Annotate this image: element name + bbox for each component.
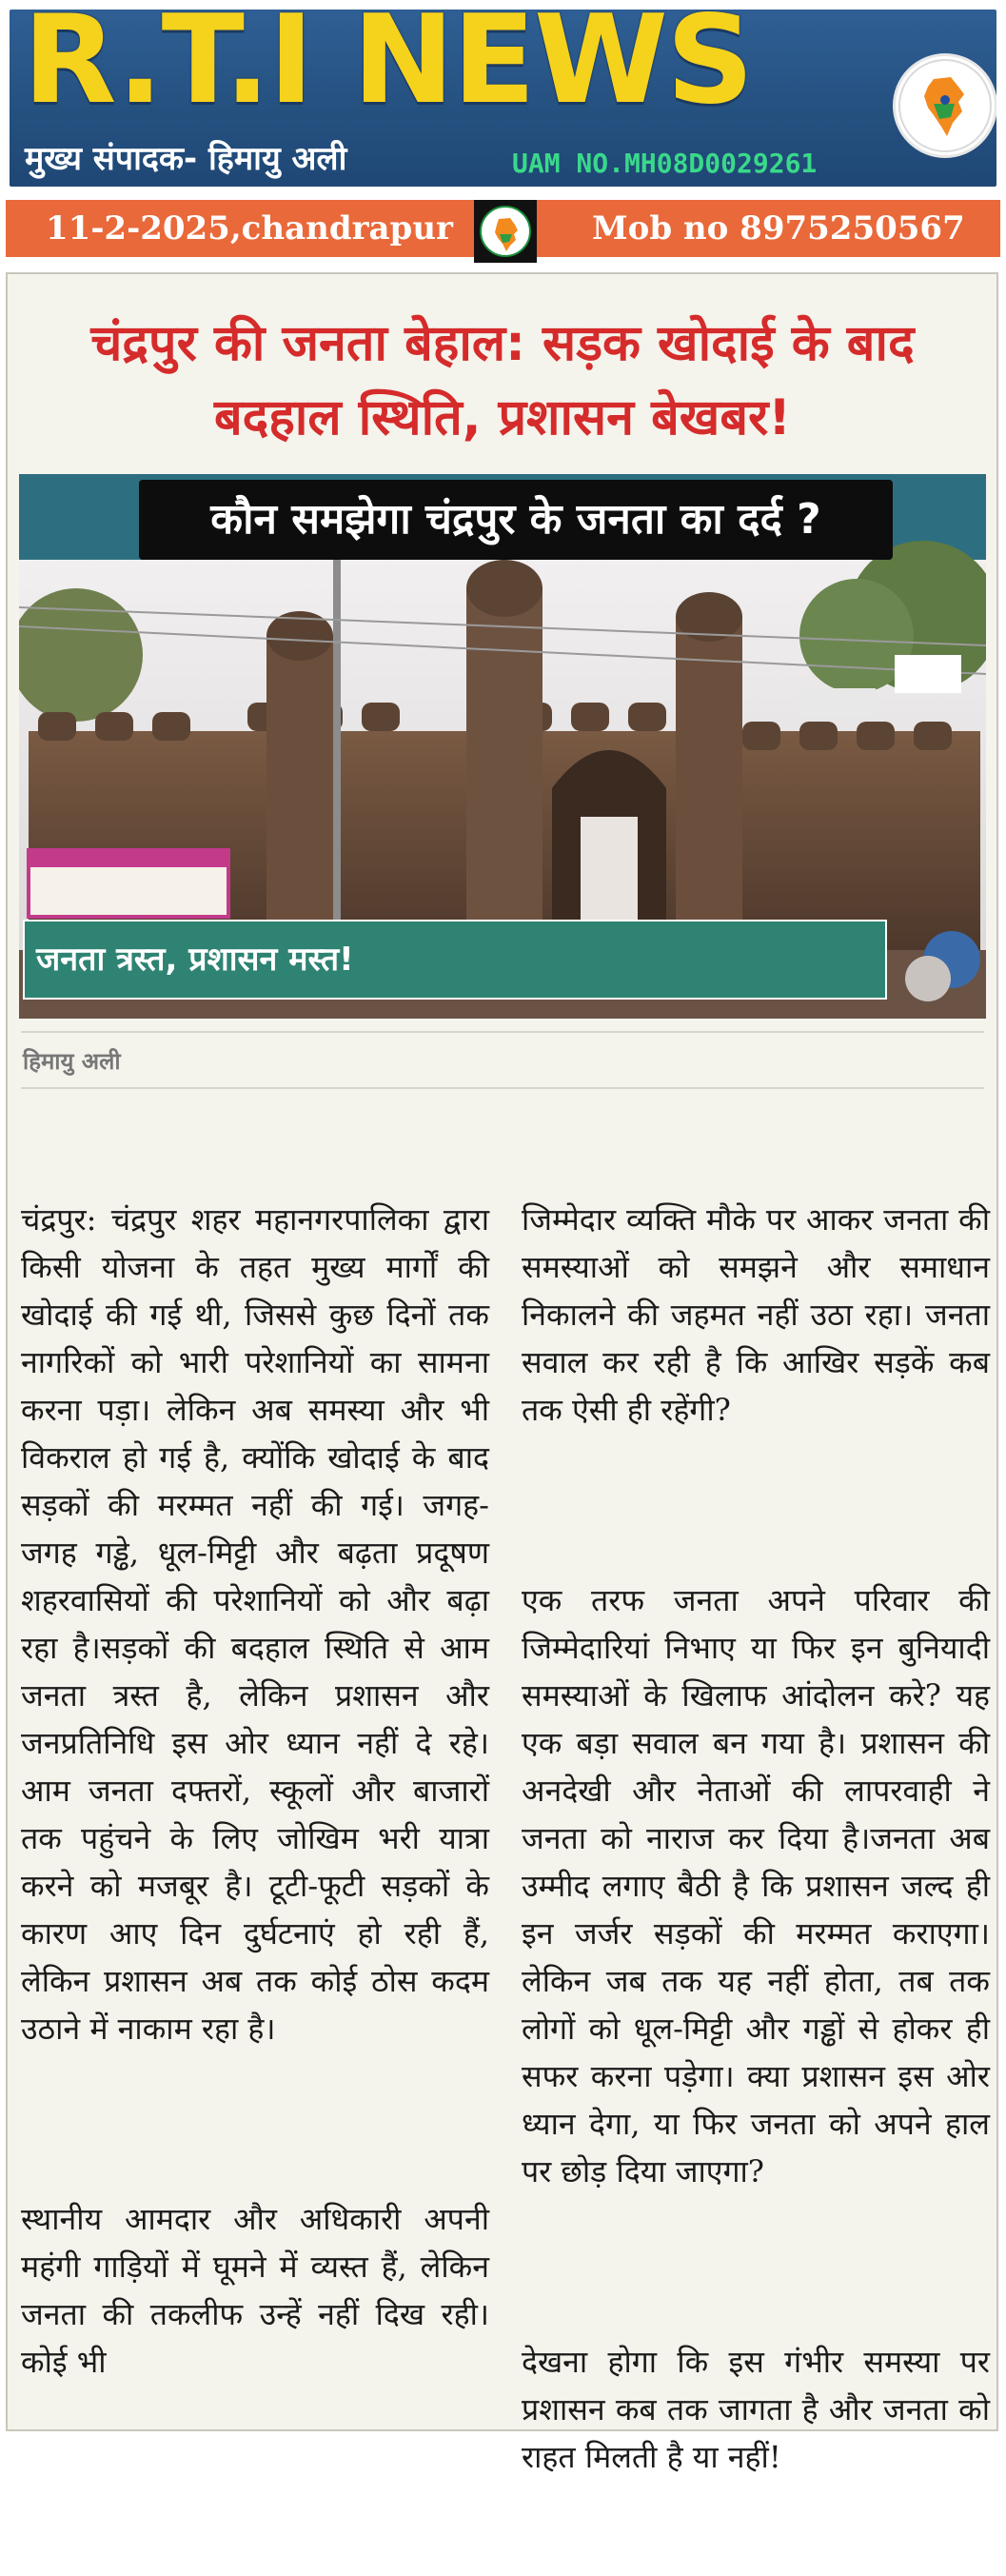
dateline-band — [6, 200, 1000, 257]
article-paragraph: चंद्रपुर: चंद्रपुर शहर महानगरपालिका द्वारा किसी योजना के तहत मुख्य मार्गों की खोदाई की गई थी, जिससे कुछ दिनों तक नागरिकों को भारी परेशानियों का सामना करना पड़ा। लेकिन अब समस्या और भी विकराल हो गई है, क्योंकि खोदाई के बाद सड़कों की मरम्मत नहीं की गई। जगह-जगह गड्ढे, धूल-मिट्टी और बढ़ता प्रदूषण शहरवासियों की परेशानियों को और बढ़ा रहा है।सड़कों की बदहाल स्थिति से आम जनता त्रस्त है, लेकिन प्रशासन और जनप्रतिनिधि इस ओर ध्यान नहीं दे रहे। आम जनता दफ्तरों, स्कूलों और बाजारों तक पहुंचने के लिए जोखिम भरी यात्रा करने को मजबूर है। टूटी-फूटी सड़कों के कारण आए दिन दुर्घटनाएं हो रही हैं, लेकिन प्रशासन अब तक कोई ठोस कदम उठाने में नाकाम रहा है। — [21, 1201, 500, 2047]
article-paragraph: एक तरफ जनता अपने परिवार की जिम्मेदारियां निभाए या फिर इन बुनियादी समस्याओं के खिलाफ आंदोलन करे? यह एक बड़ा सवाल बन गया है। प्रशासन की अनदेखी और नेताओं की लापरवाही ने जनता को नाराज कर दिया है।जनता अब उम्मीद लगाए बैठी है कि प्रशासन जल्द ही इन जर्जर सड़कों की मरम्मत कराएगा। लेकिन जब तक यह नहीं होता, तब तक लोगों को धूल-मिट्टी और गड्ढों से होकर ही सफर करना पड़ेगा। क्या प्रशासन इस ओर ध्यान देगा, या फिर जनता को अपने हाल पर छोड़ दिया जाएगा? — [522, 1582, 1000, 2190]
article-photo — [19, 474, 986, 1019]
date-location: 11-2-2025,chandrapur — [46, 209, 453, 248]
india-map-emblem-icon — [893, 53, 996, 158]
rti-news-logo-icon — [474, 200, 537, 263]
article-author: हिमायु अली — [23, 1048, 121, 1075]
masthead-title: R.T.I NEWS — [23, 10, 753, 131]
article-paragraph: देखना होगा कि इस गंभीर समस्या पर प्रशासन कब तक जागता है और जनता को राहत मिलती है या नहीं! — [522, 2344, 1000, 2475]
article-paragraph: स्थानीय आमदार और अधिकारी अपनी महंगी गाड़ियों में घूमने में व्यस्त हैं, लेकिन जनता की तकलीफ उन्हें नहीं दिख रही। कोई भी — [21, 2201, 500, 2380]
author-divider-bottom — [21, 1087, 984, 1089]
chief-editor: मुख्य संपादक- हिमायु अली — [25, 140, 347, 178]
article-column-right — [522, 1100, 1000, 2576]
mobile-number: Mob no 8975250567 — [592, 209, 965, 248]
masthead — [10, 10, 996, 187]
author-divider-top — [21, 1031, 984, 1033]
article-column-left — [21, 1100, 500, 2481]
uam-number: UAM NO.MH08D0029261 — [512, 148, 818, 179]
article-paragraph: जिम्मेदार व्यक्ति मौके पर आकर जनता की समस्याओं को समझने और समाधान निकालने की जहमत नहीं उठा रहा। जनता सवाल कर रही है कि आखिर सड़कें कब तक ऐसी ही रहेंगी? — [522, 1201, 1000, 1428]
image-caption-top: कौन समझेगा चंद्रपुर के जनता का दर्द ? — [139, 480, 893, 560]
article-headline: चंद्रपुर की जनता बेहाल: सड़क खोदाई के बाद बदहाल स्थिति, प्रशासन बेखबर! — [90, 315, 915, 446]
image-caption-bottom: जनता त्रस्त, प्रशासन मस्त! — [23, 920, 887, 1000]
article-paper — [6, 272, 1000, 2475]
